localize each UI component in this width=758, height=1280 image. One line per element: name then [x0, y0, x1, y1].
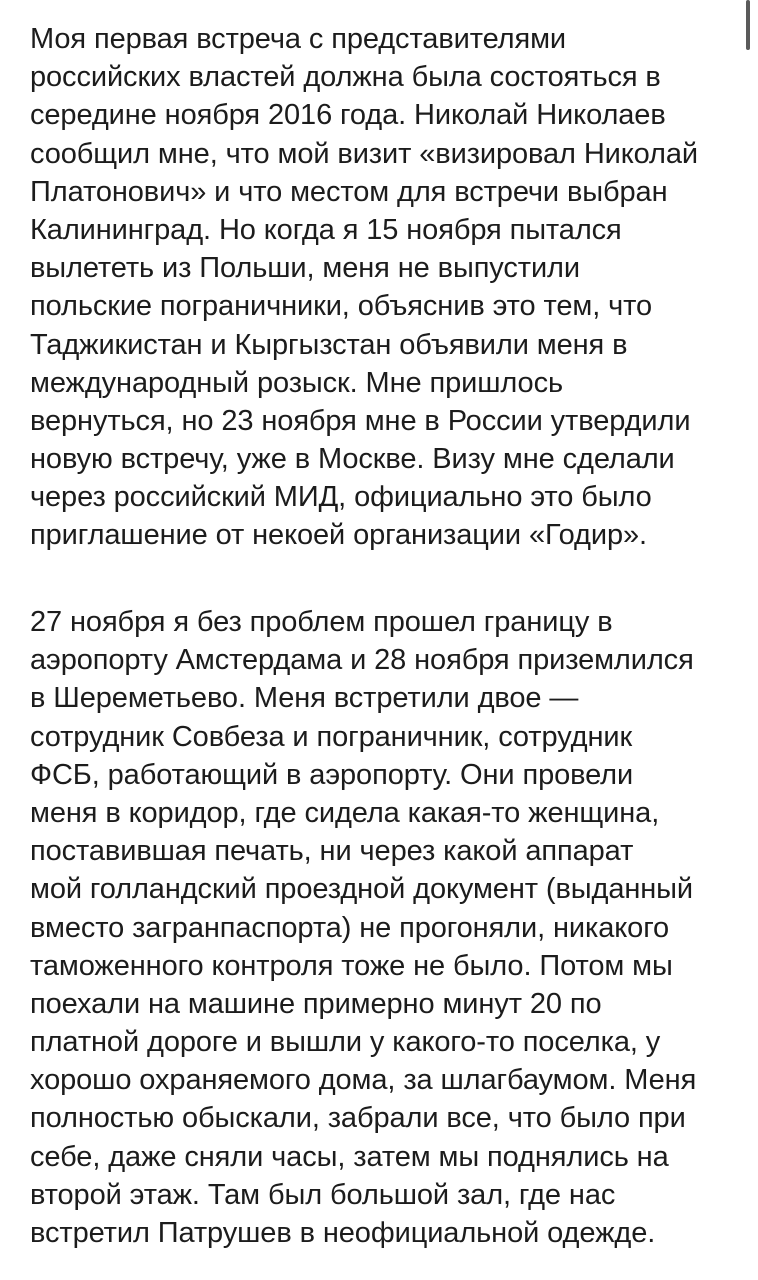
text-line: польские пограничники, объяснив это тем, что — [30, 290, 653, 323]
text-line: приглашение от некоей организации «Годир». — [30, 519, 647, 552]
text-line: Калининград. Но когда я 15 ноября пытался — [30, 213, 622, 246]
text-line: вместо загранпаспорта) не прогоняли, никакого — [30, 911, 670, 944]
text-line: меня в коридор, где сидела какая-то женщина, — [30, 796, 660, 829]
text-line: вылететь из Польши, меня не выпустили — [30, 252, 580, 285]
text-line: международный розыск. Мне пришлось — [30, 366, 563, 399]
text-line: таможенного контроля тоже не было. Потом мы — [30, 949, 673, 982]
text-line: мой голландский проездной документ (выданный — [30, 873, 694, 906]
text-line: полностью обыскали, забрали все, что было при — [30, 1102, 686, 1135]
text-line: второй этаж. Там был большой зал, где нас — [30, 1178, 616, 1211]
text-line: себе, даже сняли часы, затем мы поднялись на — [30, 1140, 669, 1173]
text-line: Платонович» и что местом для встречи выбран — [30, 175, 668, 208]
text-line: сообщил мне, что мой визит «визировал Николай — [30, 137, 699, 170]
scrollbar-thumb[interactable] — [746, 0, 750, 50]
text-line: новую встречу, уже в Москве. Визу мне сделали — [30, 443, 675, 476]
text-line: середине ноября 2016 года. Николай Николаев — [30, 99, 666, 132]
text-line: сотрудник Совбеза и пограничник, сотрудник — [30, 720, 633, 753]
text-line: российских властей должна была состояться в — [30, 61, 661, 94]
text-line: аэропорту Амстердама и 28 ноября приземлился — [30, 644, 694, 677]
paragraph-2 — [30, 603, 696, 1252]
text-line: встретил Патрушев в неофициальной одежде. — [30, 1217, 656, 1249]
text-line: Таджикистан и Кыргызстан объявили меня в — [30, 328, 628, 361]
text-line: в Шереметьево. Меня встретили двое — — [30, 682, 579, 715]
text-line: ФСБ, работающий в аэропорту. Они провели — [30, 758, 634, 791]
text-line: поставившая печать, ни через какой аппарат — [30, 835, 634, 868]
text-line: платной дороге и вышли у какого-то поселка, у — [30, 1026, 661, 1059]
text-line: поехали на машине примерно минут 20 по — [30, 987, 602, 1020]
paragraph-1 — [30, 20, 698, 555]
text-line: вернуться, но 23 ноября мне в России утвердили — [30, 404, 691, 437]
text-line: через российский МИД, официально это было — [30, 481, 652, 514]
text-line: 27 ноября я без проблем прошел границу в — [30, 606, 613, 638]
text-line: хорошо охраняемого дома, за шлагбаумом. Меня — [30, 1064, 697, 1097]
text-line: Моя первая встреча с представителями — [30, 23, 567, 55]
